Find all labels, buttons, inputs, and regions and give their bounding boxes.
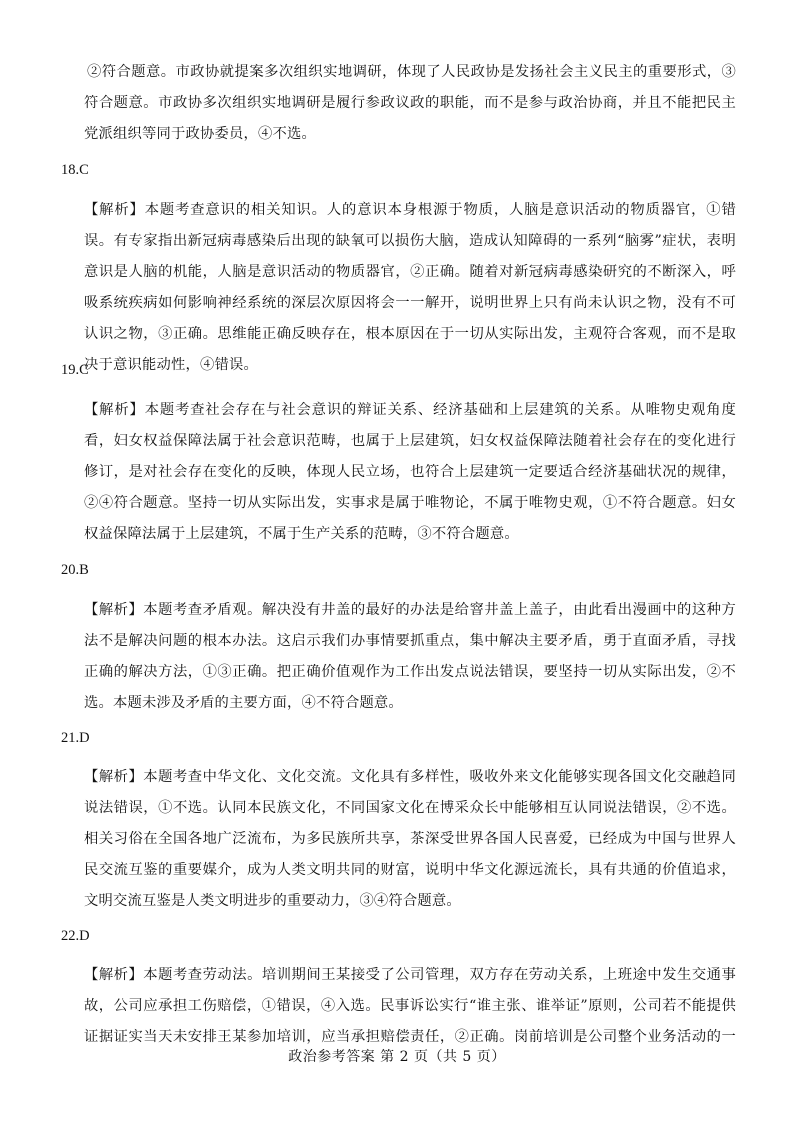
analysis-q22: 【解析】本题考查劳动法。培训期间王某接受了公司管理，双方存在劳动关系，上班途中发生交通事故，公司应承担工伤赔偿，①错误，④入选。民事诉讼实行“谁主张、谁举证”原则，公司若不能提供证据证实当天未安排王某参加培训，应当承担赔偿责任，②正确。岗前培训是公司整个业务活动的一 xyxy=(84,967,736,1045)
paragraph-q17-continued: ②符合题意。市政协就提案多次组织实地调研，体现了人民政协是发扬社会主义民主的重要形式，③符合题意。市政协多次组织实地调研是履行参政议政的职能，而不是参与政治协商，并且不能把民主党派组织等同于政协委员，④不选。 xyxy=(84,64,736,142)
question-number-22: 22.D xyxy=(61,928,90,944)
question-number-18: 18.C xyxy=(61,162,89,178)
analysis-q20: 【解析】本题考查矛盾观。解决没有井盖的最好的办法是给窨井盖上盖子，由此看出漫画中的这种方法不是解决问题的根本办法。这启示我们办事情要抓重点，集中解决主要矛盾，勇于直面矛盾，寻找正确的解决方法，①③正确。把正确价值观作为工作出发点说法错误，要坚持一切从实际出发，②不选。本题未涉及矛盾的主要方面，④不符合题意。 xyxy=(84,602,736,711)
page-footer: 政治参考答案 第 2 页（共 5 页） xyxy=(288,1049,506,1065)
analysis-q19: 【解析】本题考查社会存在与社会意识的辩证关系、经济基础和上层建筑的关系。从唯物史观角度看，妇女权益保障法属于社会意识范畴，也属于上层建筑，妇女权益保障法随着社会存在的变化进行修订，是对社会存在变化的反映，体现人民立场，也符合上层建筑一定要适合经济基础状况的规律，②④符合题意。坚持一切从实际出发，实事求是属于唯物论，不属于唯物史观，①不符合题意。妇女权益保障法属于上层建筑，不属于生产关系的范畴，③不符合题意。 xyxy=(84,402,736,542)
question-number-19: 19.C xyxy=(61,362,89,378)
analysis-q18: 【解析】本题考查意识的相关知识。人的意识本身根源于物质，人脑是意识活动的物质器官，①错误。有专家指出新冠病毒感染后出现的缺氧可以损伤大脑，造成认知障碍的一系列“脑雾”症状，表明意识是人脑的机能，人脑是意识活动的物质器官，②正确。随着对新冠病毒感染研究的不断深入，呼吸系统疾病如何影响神经系统的深层次原因将会一一解开，说明世界上只有尚未认识之物，没有不可认识之物，③正确。思维能正确反映存在，根本原因在于一切从实际出发，主观符合客观，而不是取决于意识能动性，④错误。 xyxy=(84,202,736,373)
analysis-q21: 【解析】本题考查中华文化、文化交流。文化具有多样性，吸收外来文化能够实现各国文化交融趋同说法错误，①不选。认同本民族文化，不同国家文化在博采众长中能够相互认同说法错误，②不选。相关习俗在全国各地广泛流布，为多民族所共享，茶深受世界各国人民喜爱，已经成为中国与世界人民交流互鉴的重要媒介，成为人类文明共同的财富，说明中华文化源远流长，具有共通的价值追求，文明交流互鉴是人类文明进步的重要动力，③④符合题意。 xyxy=(84,769,736,909)
question-number-21: 21.D xyxy=(61,730,90,746)
question-number-20: 20.B xyxy=(61,562,89,578)
